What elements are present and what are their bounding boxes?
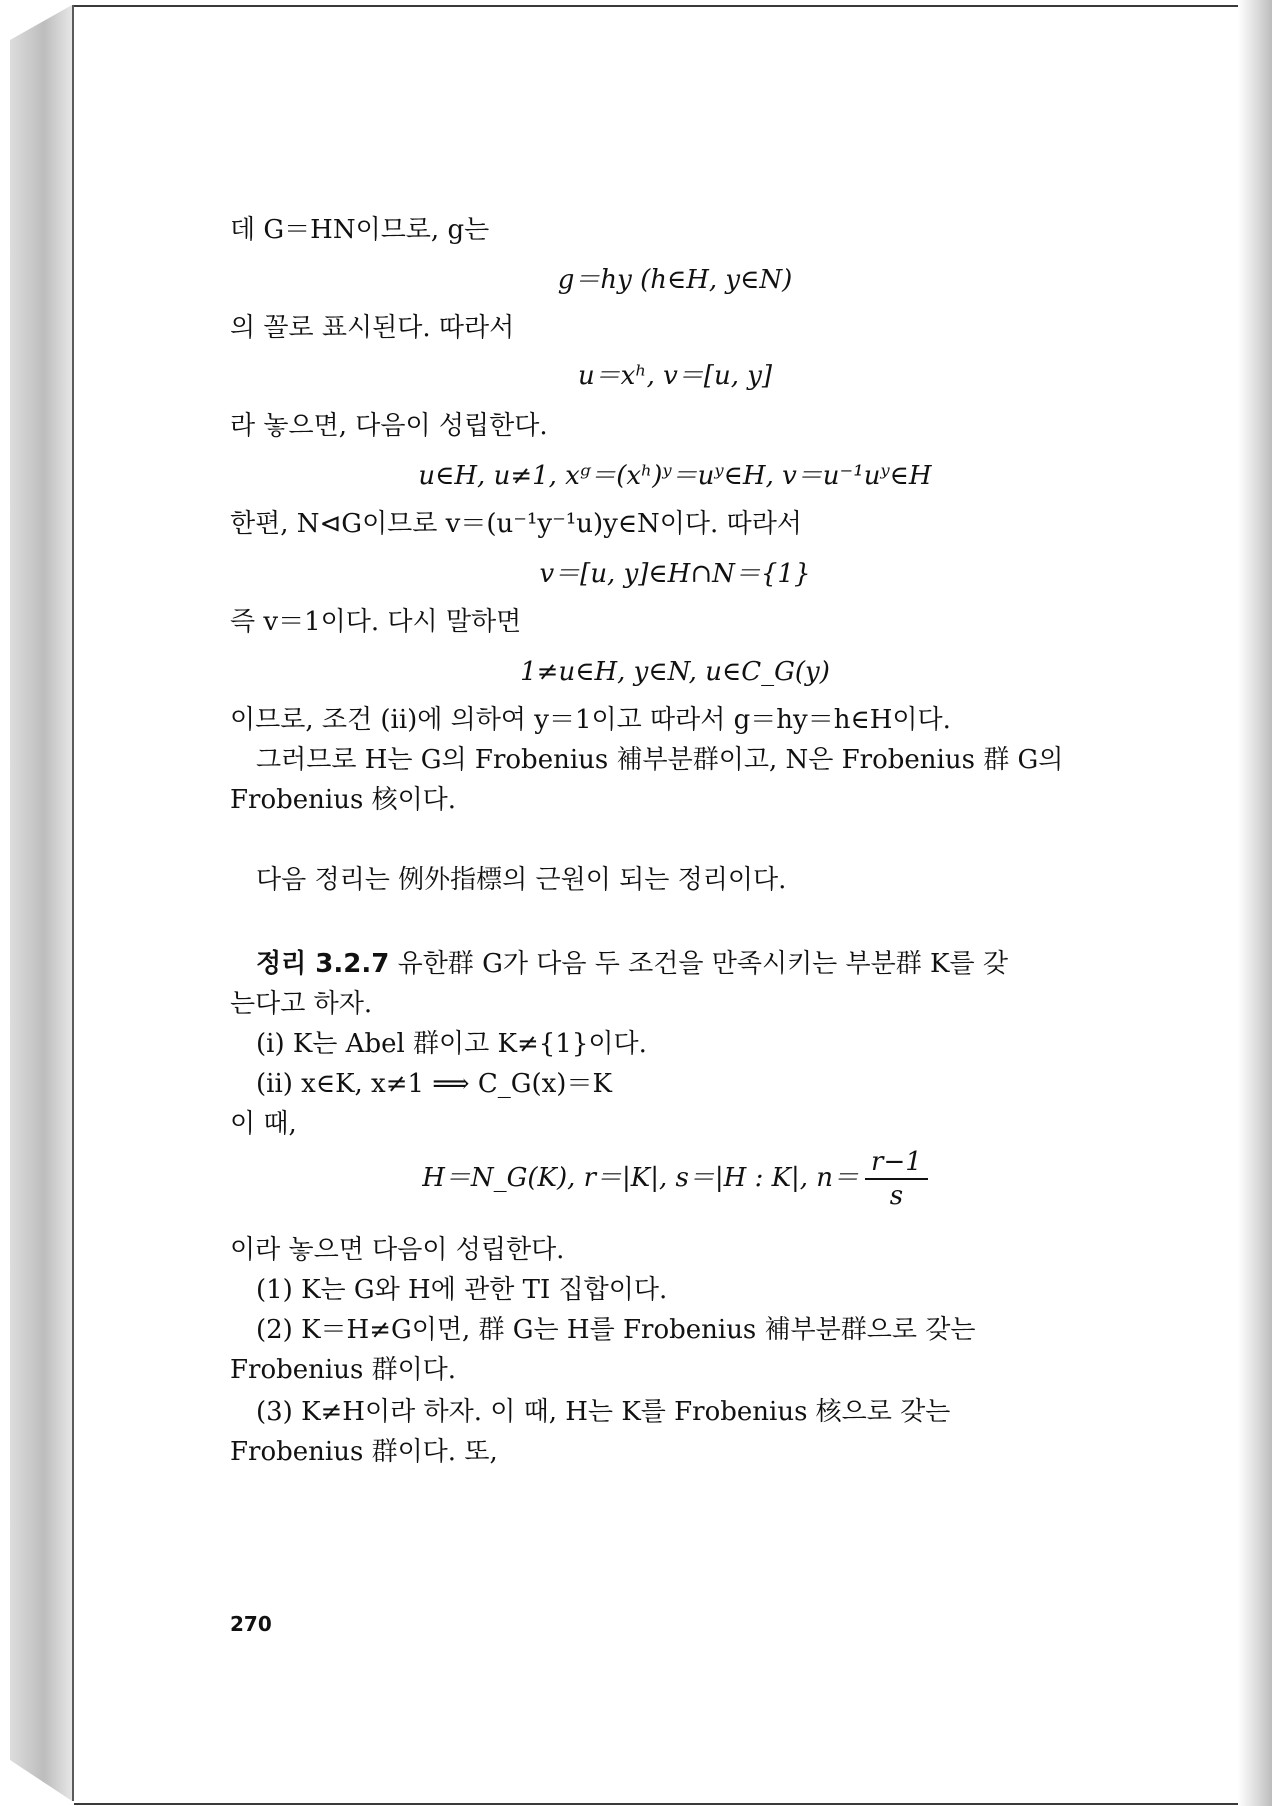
text-line: 는다고 하자. <box>230 989 373 1019</box>
equation-definitions <box>230 1146 1120 1212</box>
text-line: Frobenius 群이다. 또, <box>230 1437 498 1467</box>
theorem-line <box>256 944 1008 984</box>
result-3: (3) K≠H이라 하자. 이 때, H는 K를 Frobenius 核으로 갖는 <box>256 1397 951 1427</box>
book-spine <box>0 0 80 1806</box>
text-line: Frobenius 群이다. <box>230 1355 457 1385</box>
text-line: 의 꼴로 표시된다. 따라서 <box>230 313 515 343</box>
text-line: 이 때, <box>230 1109 297 1139</box>
definition-text: H＝N_G(K), r＝|K|, s＝|H : K|, n＝ <box>422 1163 860 1193</box>
condition-ii: (ii) x∈K, x≠1 ⟹ C_G(x)＝K <box>256 1069 612 1099</box>
text-line: 한편, N⊲G이므로 v＝(u⁻¹y⁻¹u)y∈N이다. 따라서 <box>230 509 802 539</box>
theorem-text: 유한群 G가 다음 두 조건을 만족시키는 부분群 K를 갖 <box>397 949 1008 979</box>
equation: u∈H, u≠1, xᵍ＝(xʰ)ʸ＝uʸ∈H, v＝u⁻¹uʸ∈H <box>418 461 932 491</box>
text-line: 그러므로 H는 G의 Frobenius 補부분群이고, N은 Frobenius 群 G의 <box>256 745 1064 775</box>
fraction <box>865 1146 928 1212</box>
text-line: 다음 정리는 例外指標의 근원이 되는 정리이다. <box>256 865 787 895</box>
fraction-denominator: s <box>889 1181 904 1211</box>
condition-i: (i) K는 Abel 群이고 K≠{1}이다. <box>256 1029 647 1059</box>
text-line: 이라 놓으면 다음이 성립한다. <box>230 1235 565 1265</box>
text-line: Frobenius 核이다. <box>230 785 457 815</box>
equation: u＝xʰ, v＝[u, y] <box>577 361 773 391</box>
page-number: 270 <box>230 1612 272 1636</box>
text-line: 라 놓으면, 다음이 성립한다. <box>230 411 548 441</box>
result-1: (1) K는 G와 H에 관한 TI 집합이다. <box>256 1275 668 1305</box>
result-2: (2) K＝H≠G이면, 群 G는 H를 Frobenius 補부분群으로 갖는 <box>256 1315 976 1345</box>
equation: v＝[u, y]∈H∩N＝{1} <box>539 559 811 589</box>
equation: 1≠u∈H, y∈N, u∈C_G(y) <box>520 657 830 687</box>
text-line: 이므로, 조건 (ii)에 의하여 y＝1이고 따라서 g＝hy＝h∈H이다. <box>230 705 951 735</box>
page-right-shadow <box>1238 0 1272 1806</box>
text-line: 데 G＝HN이므로, g는 <box>230 215 490 245</box>
fraction-numerator: r−1 <box>865 1146 928 1180</box>
text-line: 즉 v＝1이다. 다시 말하면 <box>230 607 522 637</box>
equation: g＝hy (h∈H, y∈N) <box>557 265 793 295</box>
theorem-label: 정리 3.2.7 <box>256 949 390 979</box>
